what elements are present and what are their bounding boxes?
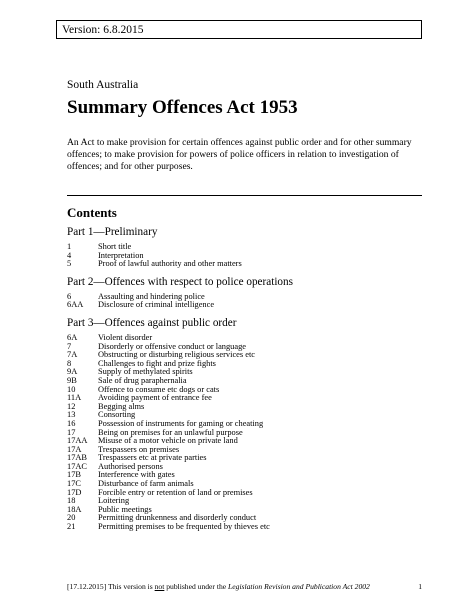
footer-text-middle: published under the	[164, 582, 229, 591]
toc-section-title: Public meetings	[98, 504, 152, 514]
toc-section-title: Interpretation	[98, 250, 144, 260]
contents-heading: Contents	[67, 205, 117, 220]
page-number: 1	[418, 582, 422, 591]
toc-section-title: Consorting	[98, 410, 136, 420]
toc-section-number: 6AA	[67, 300, 84, 310]
toc-section-number: 7A	[67, 350, 78, 360]
toc-section-title: Disclosure of criminal intelligence	[98, 300, 215, 310]
act-title: Summary Offences Act 1953	[67, 97, 298, 118]
toc-section-title: Avoiding payment of entrance fee	[98, 393, 212, 403]
toc-section-number: 13	[67, 410, 76, 420]
version-box	[56, 20, 422, 39]
toc-section-title: Loitering	[98, 496, 130, 506]
toc-section-number: 16	[67, 418, 76, 428]
toc-section-title: Supply of methylated spirits	[98, 367, 193, 377]
toc-section-title: Begging alms	[98, 401, 145, 411]
toc-section-number: 21	[67, 522, 76, 532]
toc-part-heading[interactable]: Part 2—Offences with respect to police operations	[67, 275, 293, 288]
toc-section-number: 8	[67, 358, 72, 368]
horizontal-rule	[67, 195, 422, 196]
toc-section-title: Obstructing or disturbing religious services etc	[98, 350, 255, 360]
toc-section-number: 18A	[67, 504, 82, 514]
toc-section-number: 11A	[67, 393, 82, 403]
toc-section-number: 20	[67, 513, 76, 523]
toc-section-number: 17AC	[67, 461, 88, 471]
toc-section-title: Sale of drug paraphernalia	[98, 375, 187, 385]
toc-section-title: Interference with gates	[98, 470, 175, 480]
toc-entry[interactable]	[67, 260, 422, 269]
toc-section-number: 17B	[67, 470, 81, 480]
footer-date: [17.12.2015]	[67, 582, 107, 591]
toc-section-title: Trespassers on premises	[98, 444, 180, 454]
page-footer	[67, 582, 422, 591]
toc-section-title: Assaulting and hindering police	[98, 291, 205, 301]
toc-section-number: 18	[67, 496, 76, 506]
toc-section-title: Disturbance of farm animals	[98, 479, 194, 489]
footer-not: not	[154, 582, 165, 591]
toc-section-title: Offence to consume etc dogs or cats	[98, 384, 220, 394]
toc-section-number: 1	[67, 242, 72, 251]
toc-section-number: 17C	[67, 479, 81, 489]
toc-section-number: 7	[67, 341, 72, 351]
long-title: An Act to make provision for certain offences against public order and for other summary offences; to make provision for powers of police officers in relation to investigation of offences; and for other purposes.	[67, 137, 412, 173]
toc-section-title: Short title	[98, 242, 132, 251]
toc-section-title: Proof of lawful authority and other matters	[98, 259, 242, 269]
toc-part-heading[interactable]: Part 1—Preliminary	[67, 226, 158, 238]
toc-section-number: 17AB	[67, 453, 88, 463]
toc-part	[67, 275, 422, 310]
toc-part	[67, 225, 422, 269]
toc-section-title: Violent disorder	[98, 332, 153, 342]
toc-section-title: Forcible entry or retention of land or premises	[98, 487, 253, 497]
footer-note	[67, 582, 370, 591]
toc-part-heading[interactable]: Part 3—Offences against public order	[67, 316, 237, 329]
version-label: Version: 6.8.2015	[62, 24, 144, 36]
toc-section-title: Trespassers etc at private parties	[98, 453, 207, 463]
footer-act-name: Legislation Revision and Publication Act 2002	[228, 582, 370, 591]
toc-section-number: 17D	[67, 487, 82, 497]
toc-section-number: 6	[67, 291, 72, 301]
toc-section-number: 5	[67, 259, 72, 269]
toc-entry[interactable]	[67, 523, 422, 532]
toc-section-title: Permitting drunkenness and disorderly conduct	[98, 513, 257, 523]
toc-section-number: 17	[67, 427, 76, 437]
toc-section-number: 6A	[67, 332, 78, 342]
toc-section-title: Authorised persons	[98, 461, 163, 471]
table-of-contents	[67, 221, 422, 538]
toc-section-title: Disorderly or offensive conduct or language	[98, 341, 246, 351]
toc-section-title: Possession of instruments for gaming or cheating	[98, 418, 264, 428]
toc-part	[67, 316, 422, 532]
toc-entry[interactable]	[67, 301, 422, 310]
toc-section-number: 17A	[67, 444, 82, 454]
toc-section-number: 10	[67, 384, 76, 394]
toc-section-title: Being on premises for an unlawful purpose	[98, 427, 243, 437]
toc-section-number: 4	[67, 250, 72, 260]
toc-section-number: 9B	[67, 375, 77, 385]
toc-section-title: Challenges to fight and prize fights	[98, 358, 216, 368]
toc-section-title: Permitting premises to be frequented by thieves etc	[98, 522, 270, 532]
footer-text-before: This version is	[106, 582, 155, 591]
toc-section-number: 9A	[67, 367, 78, 377]
jurisdiction: South Australia	[67, 79, 139, 91]
toc-section-number: 12	[67, 401, 76, 411]
toc-section-number: 17AA	[67, 436, 88, 446]
toc-section-title: Misuse of a motor vehicle on private land	[98, 436, 238, 446]
